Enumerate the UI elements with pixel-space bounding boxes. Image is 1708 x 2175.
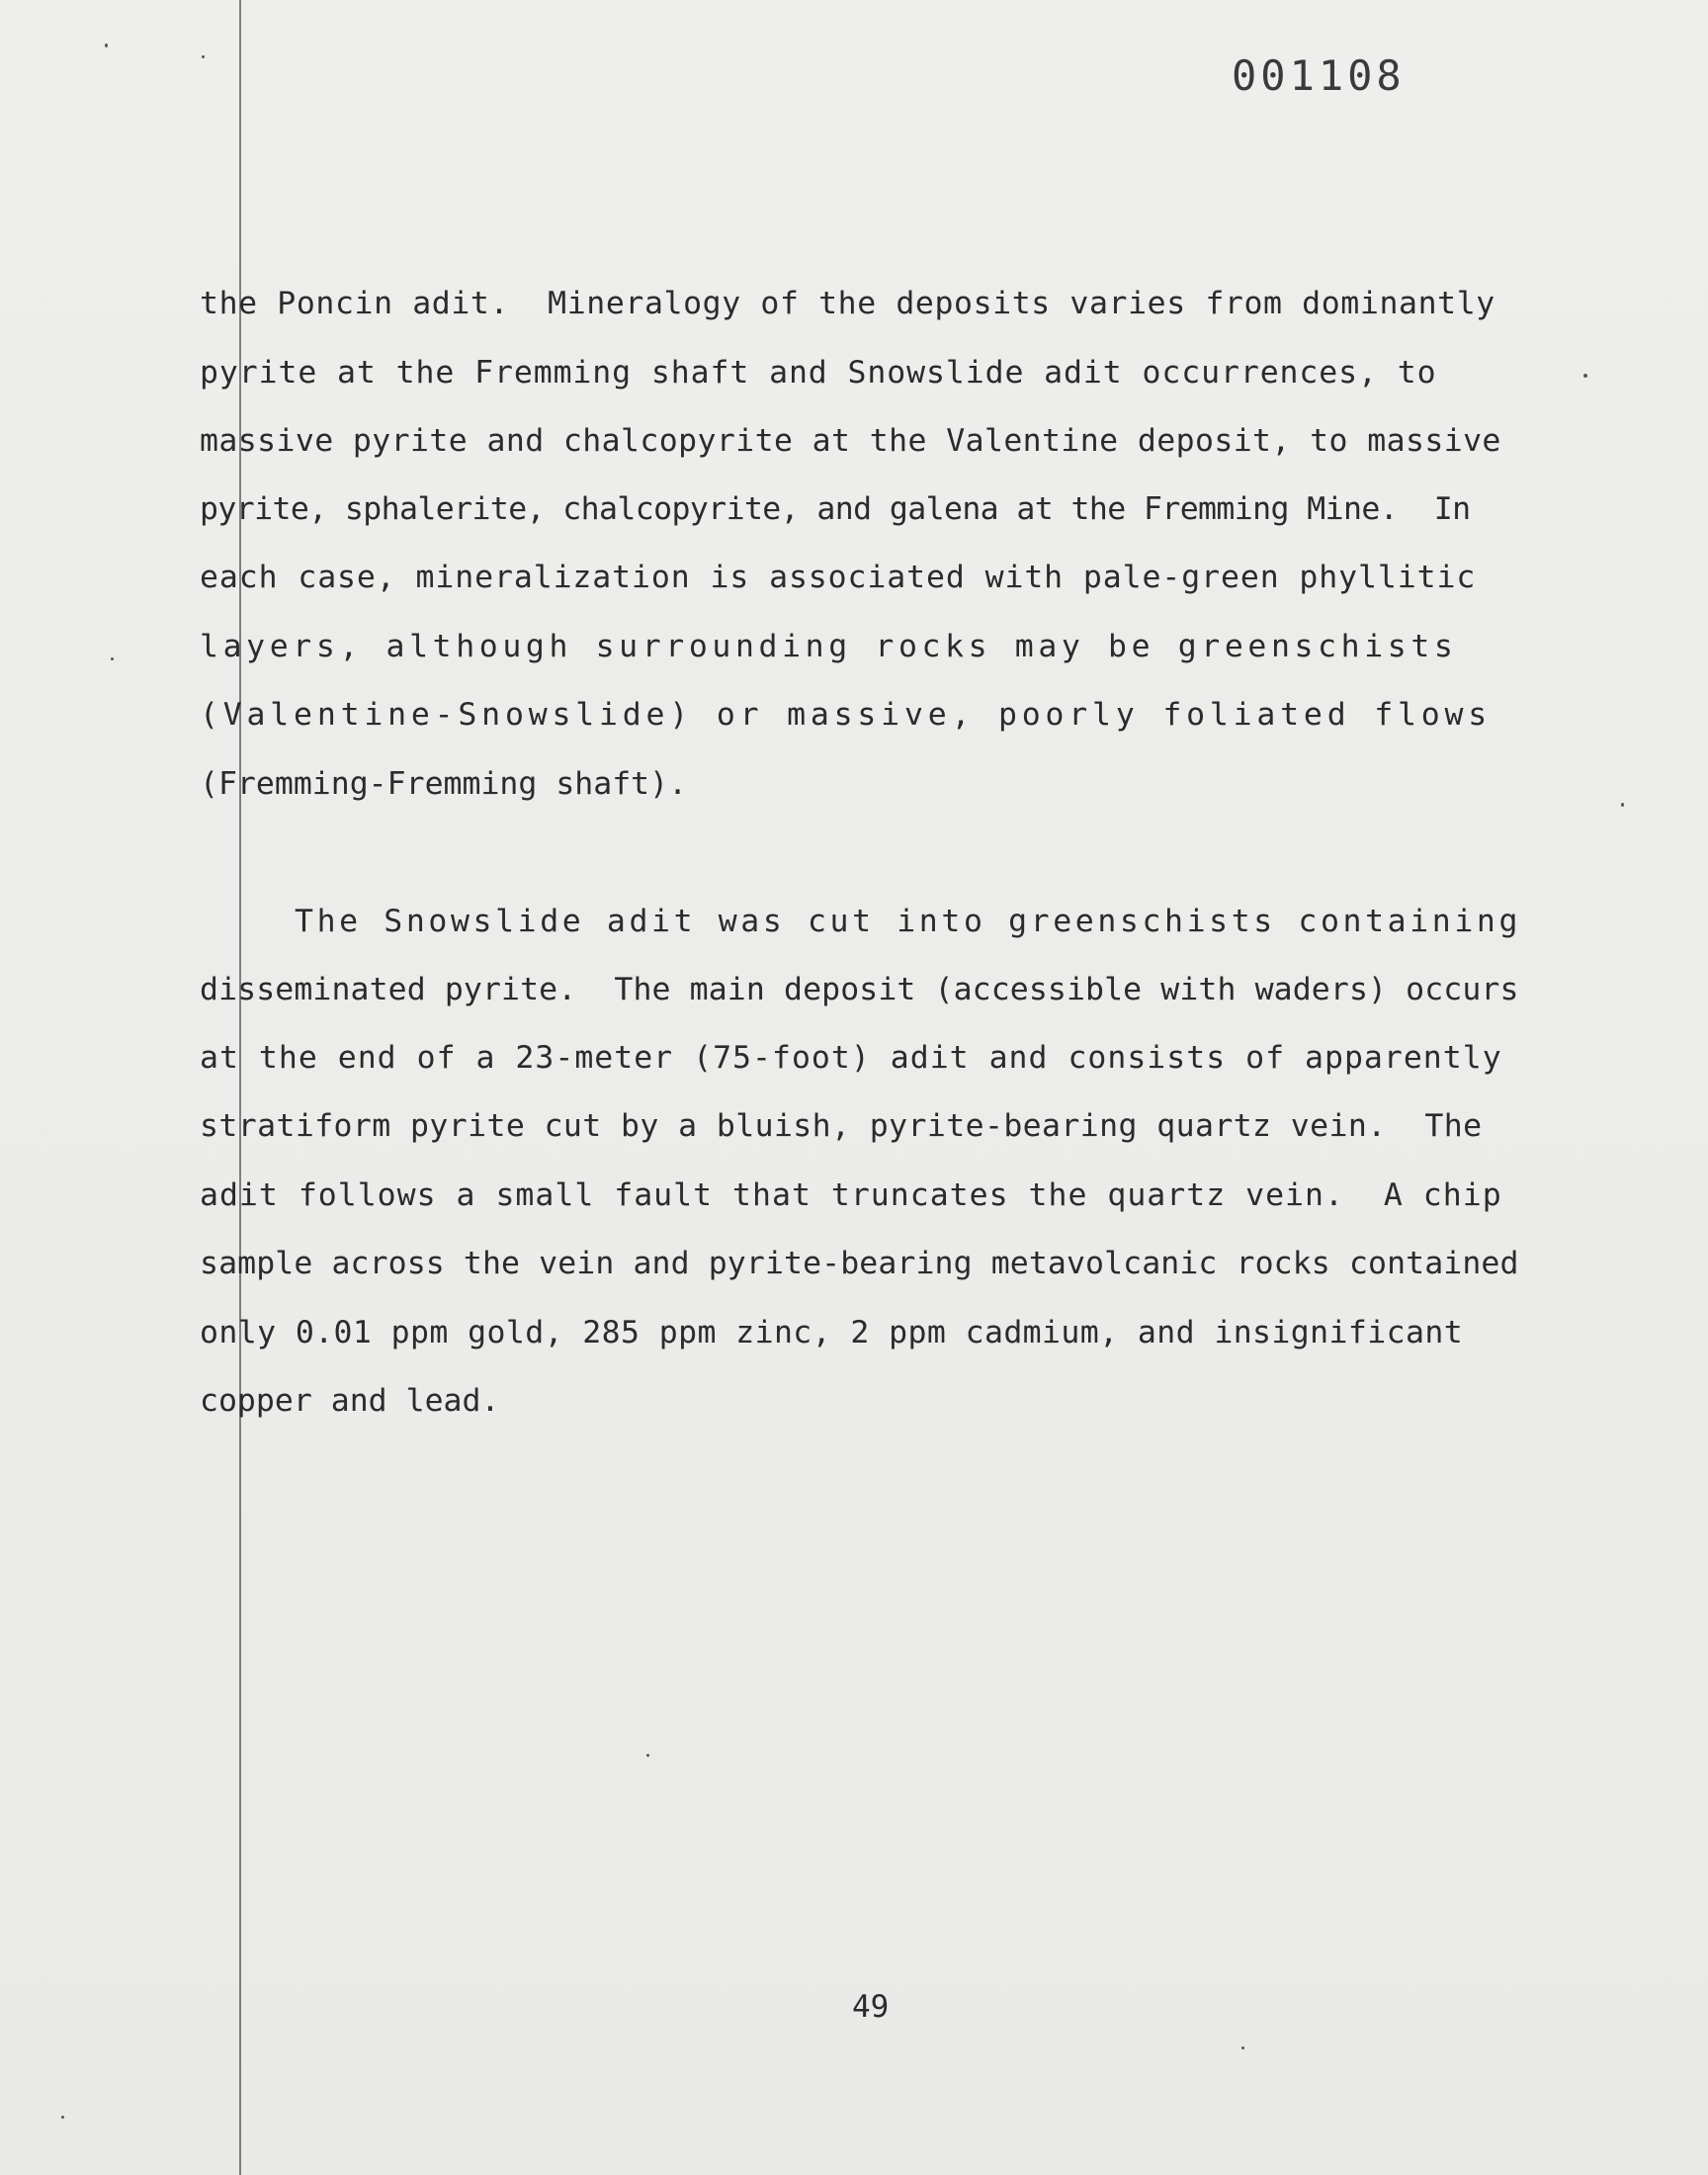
paragraph-2-line: The Snowslide adit was cut into greenschists containing — [295, 904, 1522, 939]
scan-speck — [105, 44, 108, 47]
scan-speck — [1241, 2046, 1244, 2049]
scan-speck — [202, 55, 205, 58]
paragraph-2-line: adit follows a small fault that truncates the quartz vein. A chip — [200, 1177, 1502, 1213]
paragraph-1-line: (Fremming-Fremming shaft). — [200, 766, 688, 802]
paragraph-2-line: stratiform pyrite cut by a bluish, pyrite-bearing quartz vein. The — [200, 1108, 1483, 1144]
paragraph-2-line: sample across the vein and pyrite-bearing metavolcanic rocks contained — [200, 1246, 1519, 1281]
paragraph-1-line: each case, mineralization is associated with pale-green phyllitic — [200, 560, 1477, 595]
document-number: 001108 — [1232, 51, 1406, 100]
scan-speck — [1621, 803, 1624, 807]
binding-margin-line — [239, 0, 241, 2175]
paragraph-1-line: the Poncin adit. Mineralogy of the deposits varies from dominantly — [200, 286, 1495, 321]
page-number: 49 — [852, 1989, 890, 2025]
paragraph-2-line: at the end of a 23-meter (75-foot) adit and consists of apparently — [200, 1040, 1502, 1076]
paragraph-1-line: pyrite at the Fremming shaft and Snowslide adit occurrences, to — [200, 355, 1437, 391]
scan-speck — [61, 2116, 64, 2119]
paragraph-1-line: pyrite, sphalerite, chalcopyrite, and galena at the Fremming Mine. In — [200, 491, 1471, 527]
paragraph-1-line: (Valentine-Snowslide) or massive, poorly foliated flows — [200, 697, 1493, 733]
scan-speck — [1583, 374, 1587, 378]
paragraph-2-line: copper and lead. — [200, 1383, 500, 1419]
scan-speck — [646, 1754, 649, 1757]
paragraph-2-line: disseminated pyrite. The main deposit (accessible with waders) occurs — [200, 972, 1519, 1007]
paragraph-1-line: massive pyrite and chalcopyrite at the Valentine deposit, to massive — [200, 423, 1501, 459]
scan-speck — [111, 657, 114, 660]
paragraph-2-line: only 0.01 ppm gold, 285 ppm zinc, 2 ppm cadmium, and insignificant — [200, 1315, 1464, 1350]
paragraph-1-line: layers, although surrounding rocks may be greenschists — [200, 629, 1458, 664]
